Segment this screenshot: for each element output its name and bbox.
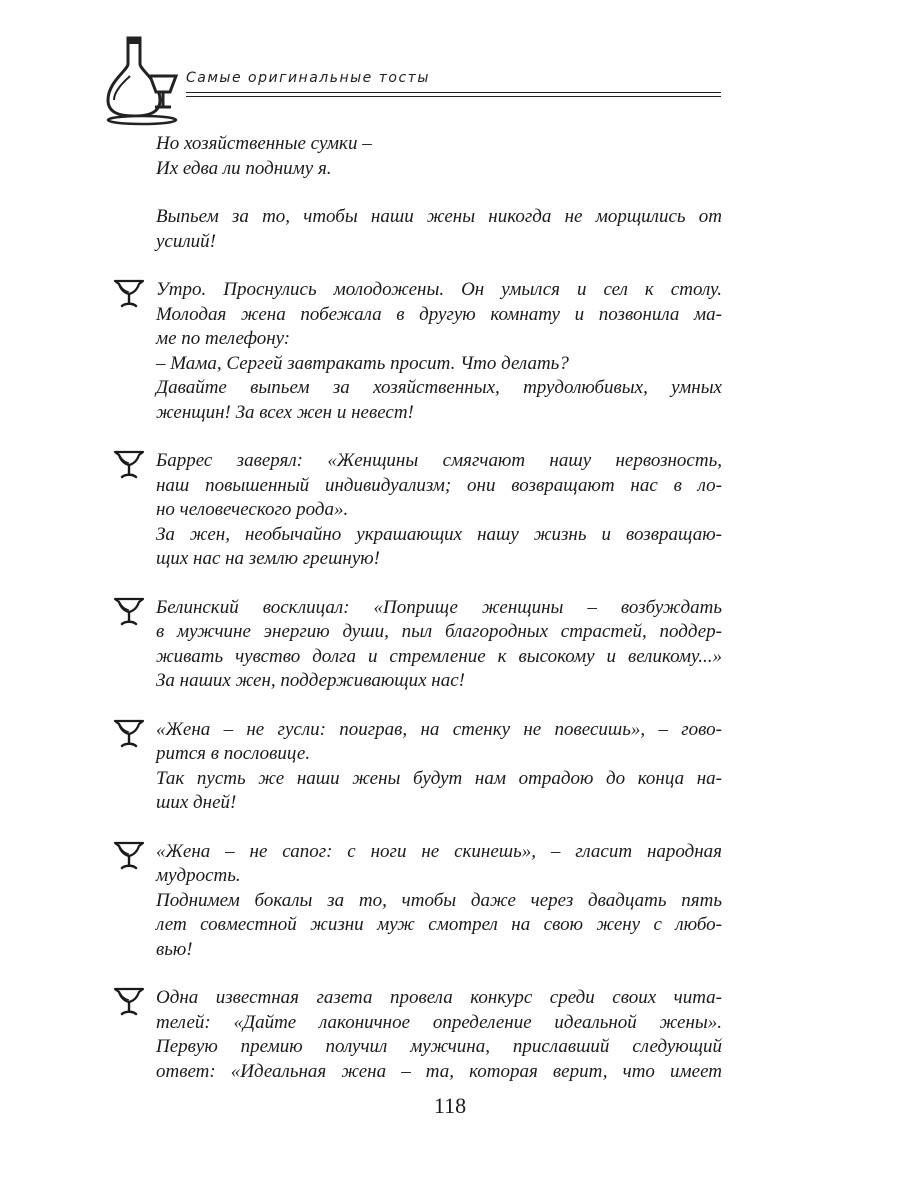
running-header-title: Самые оригинальные тосты <box>186 70 430 86</box>
text-line: телей: «Дайте лаконичное определение идеальной жены». <box>156 1011 722 1033</box>
text-line: ответ: «Идеальная жена – та, которая верит, что имеет <box>156 1060 722 1082</box>
text-line: в мужчине энергию души, пыл благородных страстей, поддер- <box>156 621 722 642</box>
text-line: лет совместной жизни муж смотрел на свою жену с любо- <box>156 914 722 935</box>
text-line: Молодая жена побежала в другую комнату и позвонила ма- <box>156 303 722 325</box>
text-line: Утро. Проснулись молодожены. Он умылся и сел к столу. <box>156 279 722 300</box>
toast-paragraph <box>156 718 722 816</box>
text-line: ших дней! <box>156 792 237 813</box>
text-line: щих нас на землю грешную! <box>156 548 381 569</box>
text-line: вью! <box>156 938 193 960</box>
header-rule-line <box>186 96 721 97</box>
text-line: – Мама, Сергей завтракать просит. Что делать? <box>156 352 569 374</box>
bottle-and-glass-icon <box>106 36 186 126</box>
text-line: рится в пословице. <box>156 743 311 764</box>
goblet-icon <box>113 279 145 309</box>
toast-paragraph <box>156 840 722 963</box>
text-line: За наших жен, поддерживающих нас! <box>156 670 465 691</box>
toast-paragraph <box>156 596 722 694</box>
text-line: но человеческого рода». <box>156 499 349 520</box>
text-line: «Жена – не сапог: с ноги не скинешь», – гласит народная <box>156 840 722 862</box>
text-paragraph <box>156 132 722 181</box>
text-line: усилий! <box>156 230 216 252</box>
running-header <box>0 0 900 130</box>
goblet-icon <box>113 719 145 749</box>
text-line: живать чувство долга и стремление к высокому и великому...» <box>156 645 722 667</box>
text-line: Первую премию получил мужчина, приславший следующий <box>156 1036 722 1057</box>
text-line: наш повышенный индивидуализм; они возвращают нас в ло- <box>156 474 722 496</box>
text-line: Баррес заверял: «Женщины смягчают нашу нервозность, <box>156 450 722 471</box>
text-line: ме по телефону: <box>156 328 291 349</box>
text-line: мудрость. <box>156 865 241 886</box>
text-line: Одна известная газета провела конкурс среди своих чита- <box>156 987 722 1008</box>
page-number: 118 <box>433 1093 467 1118</box>
body-text <box>156 132 722 1108</box>
text-line: За жен, необычайно украшающих нашу жизнь и возвращаю- <box>156 523 722 545</box>
toast-paragraph <box>156 449 722 572</box>
text-line: Так пусть же наши жены будут нам отрадою до конца на- <box>156 767 722 789</box>
toast-paragraph <box>156 986 722 1084</box>
text-line: Давайте выпьем за хозяйственных, трудолюбивых, умных <box>156 377 722 398</box>
goblet-icon <box>113 597 145 627</box>
text-line: Белинский восклицал: «Поприще женщины – возбуждать <box>156 596 722 618</box>
text-paragraph <box>156 205 722 254</box>
toast-paragraph <box>156 278 722 425</box>
text-line: женщин! За всех жен и невест! <box>156 401 414 423</box>
goblet-icon <box>113 987 145 1017</box>
text-line: Выпьем за то, чтобы наши жены никогда не морщились от <box>156 206 722 227</box>
header-rule-line <box>186 92 721 93</box>
text-line: Их едва ли подниму я. <box>156 157 332 179</box>
goblet-icon <box>113 841 145 871</box>
text-line: Но хозяйственные сумки – <box>156 133 372 154</box>
goblet-icon <box>113 450 145 480</box>
text-line: Поднимем бокалы за то, чтобы даже через двадцать пять <box>156 889 722 911</box>
text-line: «Жена – не гусли: поиграв, на стенку не повесишь», – гово- <box>156 718 722 740</box>
